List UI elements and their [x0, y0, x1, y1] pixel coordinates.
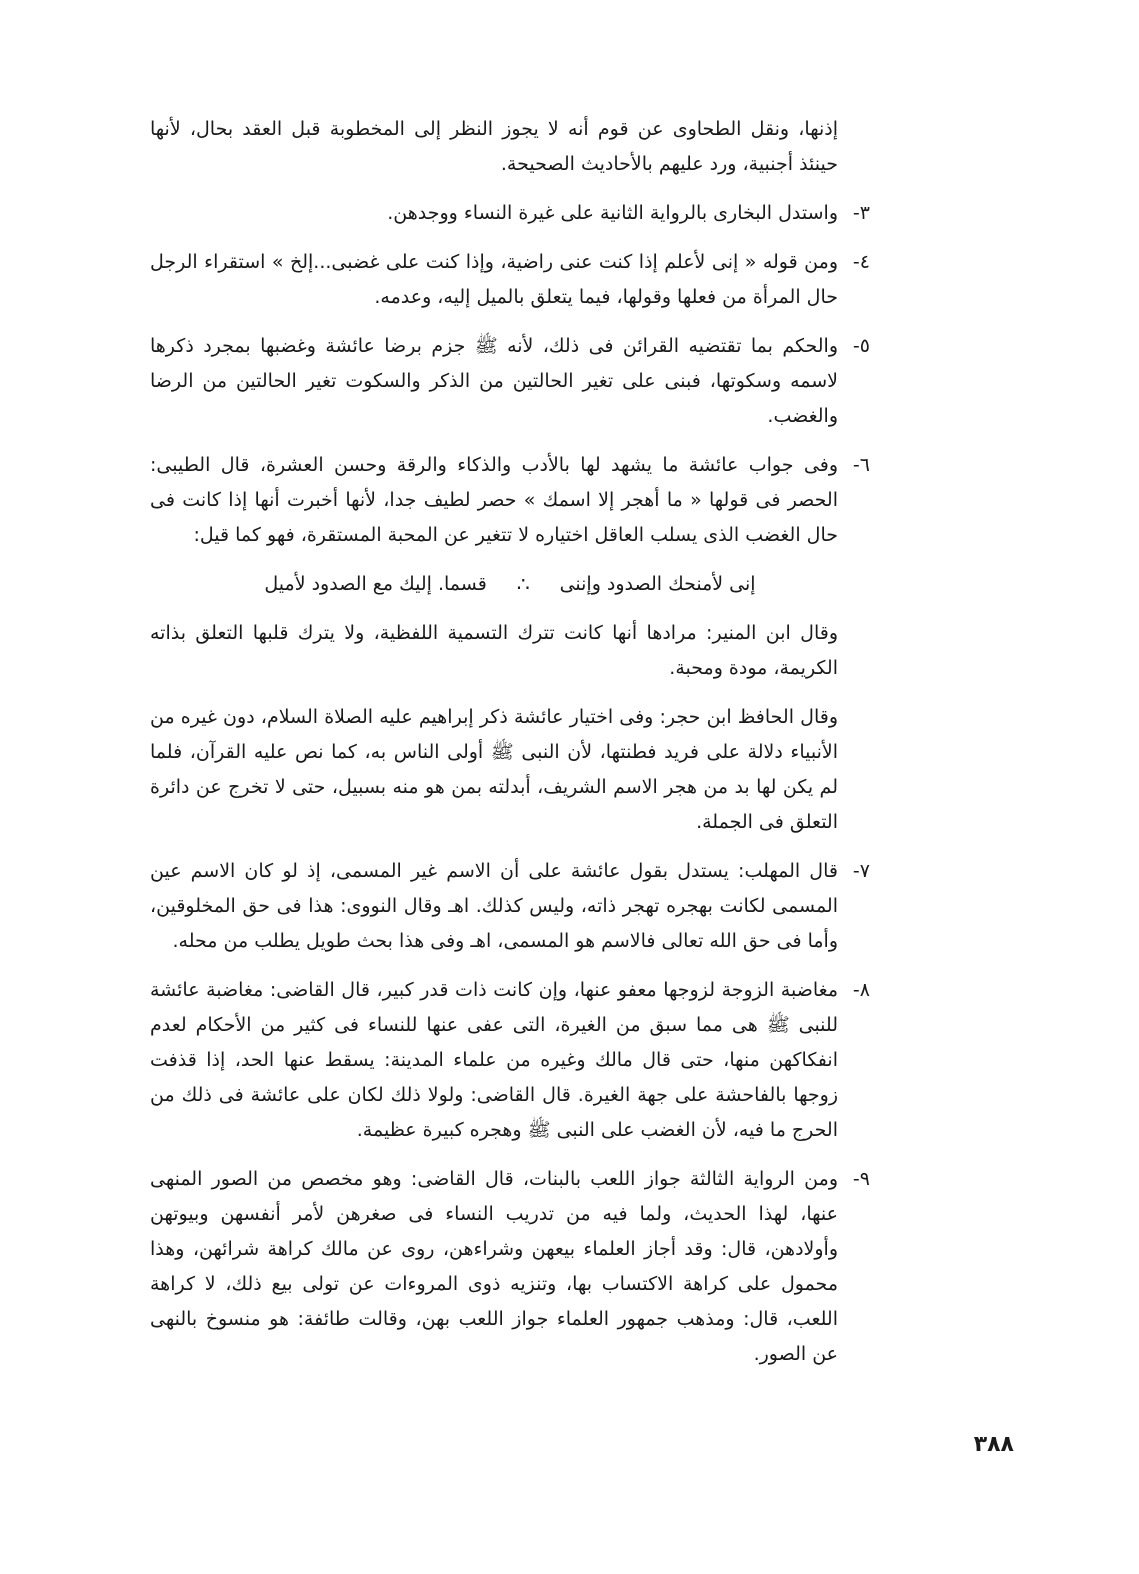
ibn-munir-paragraph: وقال ابن المنير: مرادها أنها كانت تترك التسمية اللفظية، ولا يترك قلبها التعلق بذاته الكريمة، مودة ومحبة.: [150, 622, 838, 679]
item-text: واستدل البخارى بالرواية الثانية على غيرة النساء ووجدهن.: [387, 202, 838, 224]
intro-paragraph: إذنها، ونقل الطحاوى عن قوم أنه لا يجوز النظر إلى المخطوبة قبل العقد بحال، لأنها حينئذ أجنبية، ورد عليهم بالأحاديث الصحيحة.: [150, 118, 838, 175]
list-item-3: [150, 196, 870, 231]
item-number: ٨-: [852, 979, 870, 1001]
list-item-8: [150, 973, 870, 1148]
item-number: ٣-: [852, 202, 870, 224]
poetry-verse: [150, 567, 870, 602]
list-item-7: [150, 854, 870, 959]
list-item-4: [150, 245, 870, 315]
item-text: وفى جواب عائشة ما يشهد لها بالأدب والذكاء والرقة وحسن العشرة، قال الطيبى: الحصر فى قولها « ما أهجر إلا اسمك » حصر لطيف جدا، لأنها أخبرت أنها إذا كانت فى حال الغضب الذى يسلب العاقل اختياره لا تتغير عن المحبة المستقرة، فهو كما قيل:: [150, 454, 838, 546]
document-body: [150, 112, 870, 1386]
item-number: ٧-: [852, 860, 870, 882]
item-number: ٥-: [852, 335, 870, 357]
list-item-9: [150, 1162, 870, 1372]
item-text: ومن قوله « إنى لأعلم إذا كنت عنى راضية، وإذا كنت على غضبى...إلخ » استقراء الرجل حال المرأة من فعلها وقولها، فيما يتعلق بالميل إليه، وعدمه.: [150, 251, 838, 308]
list-item-6: [150, 448, 870, 553]
ibn-hajar-paragraph: وقال الحافظ ابن حجر: وفى اختيار عائشة ذكر إبراهيم عليه الصلاة السلام، دون غيره من الأنبياء دلالة على فريد فطنتها، لأن النبى ﷺ أولى الناس به، كما نص عليه القرآن، فلما لم يكن لها بد من هجر الاسم الشريف، أبدلته بمن هو منه بسبيل، حتى لا تخرج عن دائرة التعلق فى الجملة.: [150, 706, 838, 833]
item-number: ٩-: [852, 1168, 870, 1190]
verse-second-hemistich: قسما. إليك مع الصدود لأميل: [264, 573, 487, 595]
item-text: قال المهلب: يستدل بقول عائشة على أن الاسم غير المسمى، إذ لو كان الاسم عين المسمى لكانت بهجره تهجر ذاته، وليس كذلك. اهـ وقال النووى: هذا فى حق المخلوقين، وأما فى حق الله تعالى فالاسم هو المسمى، اهـ وفى هذا بحث طويل يطلب من محله.: [150, 860, 838, 952]
item-text: ومن الرواية الثالثة جواز اللعب بالبنات، قال القاضى: وهو مخصص من الصور المنهى عنها، لهذا الحديث، ولما فيه من تدريب النساء فى صغرهن لأمر أنفسهن وبيوتهن وأولادهن، قال: وقد أجاز العلماء بيعهن وشراءهن، روى عن مالك كراهة شرائهن، وهذا محمول على كراهة الاكتساب بها، وتنزيه ذوى المروءات عن تولى بيع ذلك، لا كراهة اللعب، قال: ومذهب جمهور العلماء جواز اللعب بهن، وقالت طائفة: هو منسوخ بالنهى عن الصور.: [150, 1168, 838, 1365]
list-item-5: [150, 329, 870, 434]
item-number: ٤-: [852, 251, 870, 273]
item-text: مغاضبة الزوجة لزوجها معفو عنها، وإن كانت ذات قدر كبير، قال القاضى: مغاضبة عائشة للنبى ﷺ هى مما سبق من الغيرة، التى عفى عنها للنساء فى كثير من الأحكام لعدم انفكاكهن منها، حتى قال مالك وغيره من علماء المدينة: يسقط عنها الحد، إذا قذفت زوجها بالفاحشة على جهة الغيرة. قال القاضى: ولولا ذلك لكان على عائشة فى ذلك من الحرج ما فيه، لأن الغضب على النبى ﷺ وهجره كبيرة عظيمة.: [150, 979, 838, 1141]
item-number: ٦-: [852, 454, 870, 476]
verse-first-hemistich: إنى لأمنحك الصدود وإننى: [559, 573, 756, 595]
verse-separator: ∴: [516, 572, 530, 596]
page-number: ٣٨٨: [973, 1432, 1014, 1457]
item-text: والحكم بما تقتضيه القرائن فى ذلك، لأنه ﷺ جزم برضا عائشة وغضبها بمجرد ذكرها لاسمه وسكوتها، فبنى على تغير الحالتين من الذكر والسكوت تغير الحالتين من الرضا والغضب.: [150, 335, 838, 427]
